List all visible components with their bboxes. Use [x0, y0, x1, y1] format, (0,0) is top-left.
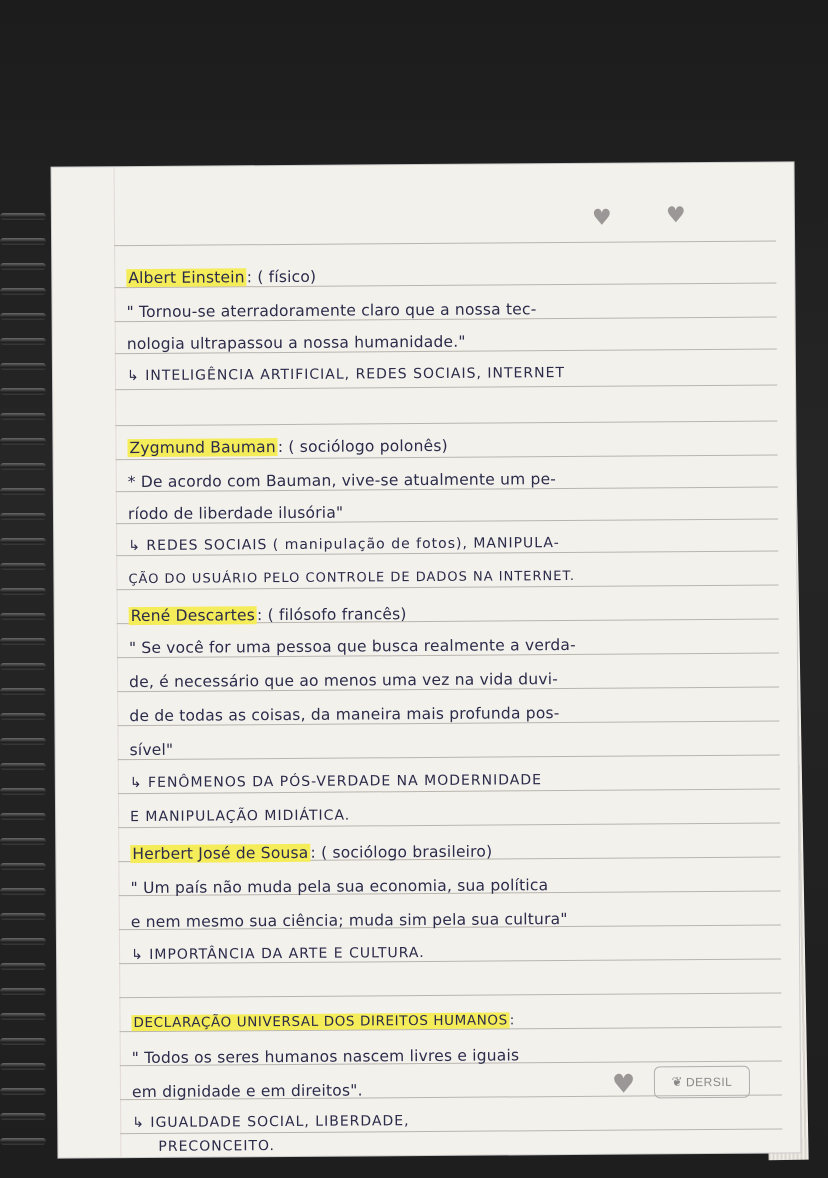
note-heading-role: : ( sociólogo brasileiro) [310, 842, 493, 862]
note-heading-name: DECLARAÇÃO UNIVERSAL DOS DIREITOS HUMANOS [133, 1012, 508, 1032]
spiral-ring [0, 1138, 46, 1145]
spiral-ring [0, 613, 46, 620]
note-line: " Um país não muda pela sua economia, sua política [130, 876, 549, 898]
note-line: nologia ultrapassou a nossa humanidade." [126, 332, 466, 354]
note-heading-role: : [509, 1012, 515, 1029]
heart-icon: ♥ [611, 1069, 636, 1100]
spiral-ring [0, 813, 46, 820]
spiral-ring [0, 1088, 46, 1095]
spiral-ring [0, 638, 46, 645]
spiral-ring [0, 288, 46, 295]
heart-icon: ♥ [591, 205, 612, 231]
note-line: " Tornou-se aterradoramente claro que a nossa tec- [126, 300, 537, 322]
note-arrow: ↳ INTELIGÊNCIA ARTIFICIAL, REDES SOCIAIS, INTERNET [126, 365, 566, 385]
note-heading-name: René Descartes [130, 606, 256, 626]
spiral-ring [0, 338, 46, 345]
note-heading-role: : ( filósofo francês) [256, 605, 407, 625]
note-line: ríodo de liberdade ilusória" [127, 503, 344, 524]
spiral-ring [0, 688, 46, 695]
note-arrow: ↳ IGUALDADE SOCIAL, LIBERDADE, [132, 1113, 410, 1132]
spiral-ring [0, 1113, 46, 1120]
spiral-ring [0, 988, 46, 995]
spiral-ring [0, 1063, 46, 1070]
note-heading [131, 1012, 515, 1031]
spiral-ring [0, 263, 46, 270]
note-heading-name: Albert Einstein [128, 268, 245, 288]
note-heading-role: : ( físico) [246, 267, 317, 287]
note-heading-name: Zygmund Bauman [129, 438, 276, 458]
note-arrow: ↳ FENÔMENOS DA PÓS-VERDADE NA MODERNIDADE [129, 772, 543, 792]
spiral-ring [0, 563, 46, 570]
spiral-ring [0, 363, 46, 370]
ruled-line [118, 755, 780, 761]
note-line: de de todas as coisas, da maneira mais profunda pos- [129, 704, 560, 726]
note-line: " Todos os seres humanos nascem livres e iguais [131, 1046, 520, 1068]
note-line: de, é necessário que ao menos uma vez na vida duvi- [129, 670, 559, 692]
spiral-ring [0, 438, 46, 445]
spiral-ring [0, 413, 46, 420]
note-arrow: E MANIPULAÇÃO MIDIÁTICA. [130, 807, 351, 826]
brand-name: DERSIL [685, 1074, 733, 1090]
note-heading [126, 268, 316, 287]
ruled-line [115, 421, 777, 427]
spiral-ring [0, 913, 46, 920]
note-heading [129, 605, 407, 625]
note-line: em dignidade e em direitos". [131, 1081, 363, 1102]
spiral-ring [0, 388, 46, 395]
note-line: * De acordo com Bauman, vive-se atualmente um pe- [127, 470, 557, 492]
note-heading-role: : ( sociólogo polonês) [277, 436, 448, 457]
spiral-ring [0, 838, 46, 845]
spiral-ring [0, 213, 46, 220]
spiral-ring [0, 713, 46, 720]
spiral-ring [0, 1038, 46, 1045]
spiral-ring [0, 738, 46, 745]
note-heading [127, 437, 447, 457]
note-arrow: ↳ IMPORTÂNCIA DA ARTE E CULTURA. [130, 945, 425, 964]
note-line: " Se você for uma pessoa que busca realmente a verda- [128, 635, 576, 658]
spiral-ring [0, 1013, 46, 1020]
spiral-ring [0, 588, 46, 595]
heart-icon: ♥ [665, 203, 686, 229]
note-heading [130, 843, 492, 864]
note-arrow: ÇÃO DO USUÁRIO PELO CONTROLE DE DADOS NA INTERNET. [128, 568, 576, 588]
spiral-ring [0, 238, 46, 245]
ruled-line [114, 241, 776, 247]
spiral-ring [0, 513, 46, 520]
spiral-ring [0, 938, 46, 945]
spiral-ring [0, 663, 46, 670]
ruled-line [115, 385, 777, 391]
spiral-binding [0, 0, 100, 1178]
note-arrow: ↳ REDES SOCIAIS ( manipulação de fotos), MANIPULA- [128, 535, 560, 555]
spiral-ring [0, 538, 46, 545]
spiral-ring [0, 888, 46, 895]
spiral-ring [0, 763, 46, 770]
leaf-icon: ❦ [671, 1074, 684, 1090]
spiral-ring [0, 463, 46, 470]
note-heading-name: Herbert José de Sousa [132, 843, 309, 864]
spiral-ring [0, 863, 46, 870]
spiral-ring [0, 963, 46, 970]
brand-logo [654, 1066, 750, 1099]
note-arrow: PRECONCEITO. [158, 1138, 275, 1155]
spiral-ring [0, 313, 46, 320]
spiral-ring [0, 788, 46, 795]
note-line: e nem mesmo sua ciência; muda sim pela sua cultura" [130, 910, 568, 932]
notebook-page [52, 162, 801, 1157]
note-line: sível" [129, 740, 174, 760]
ruled-line [119, 993, 781, 999]
spiral-ring [0, 488, 46, 495]
margin-line [114, 167, 122, 1157]
